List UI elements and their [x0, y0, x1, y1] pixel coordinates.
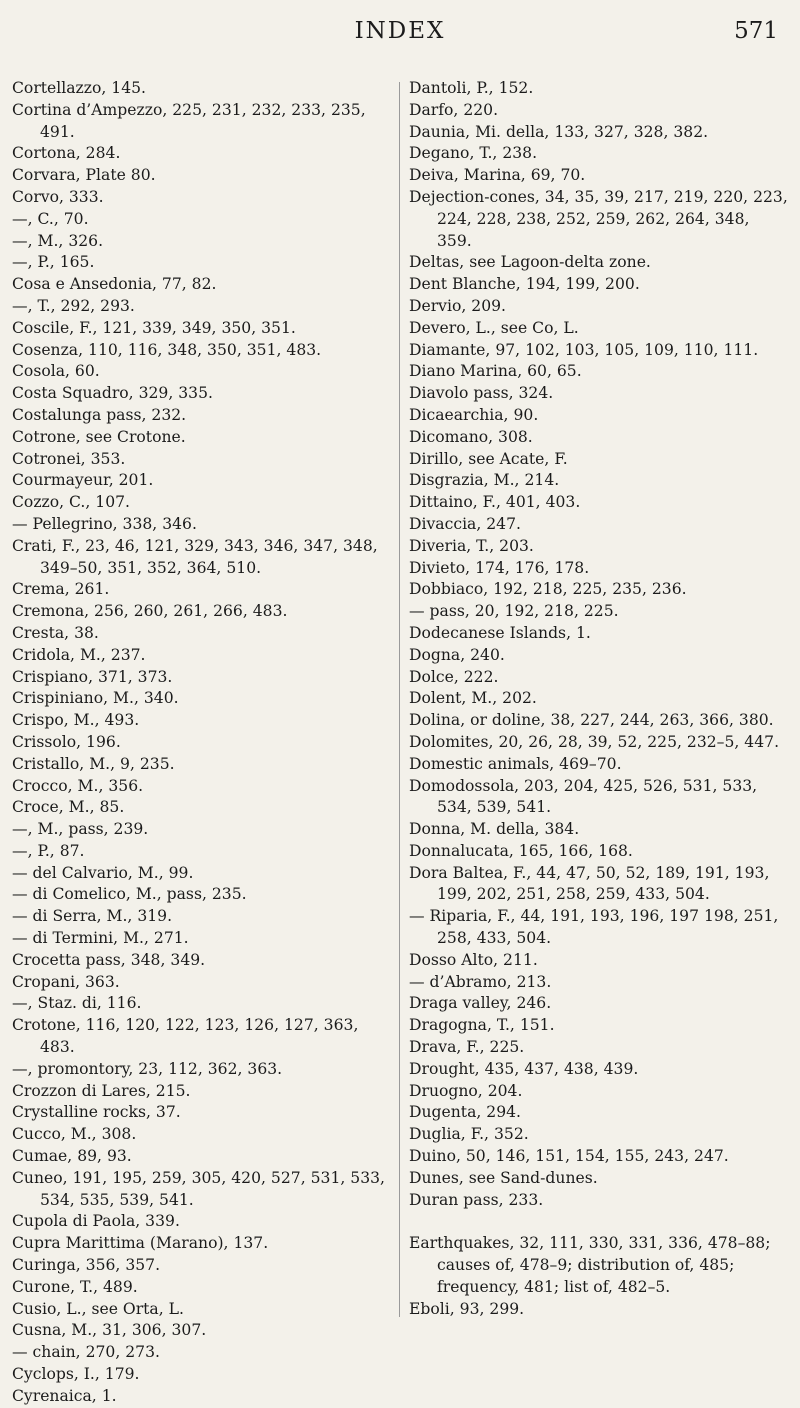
index-entry: Crozzon di Lares, 215.: [12, 1081, 191, 1100]
index-entry: Dragogna, T., 151.: [409, 1016, 555, 1035]
index-entry: —, M., pass, 239.: [12, 820, 149, 839]
index-entry: Cucco, M., 308.: [12, 1125, 137, 1144]
index-entry: Cusio, L., see Orta, L.: [12, 1299, 184, 1318]
column-divider: [399, 82, 400, 1317]
index-entry: Cresta, 38.: [12, 623, 99, 642]
index-entry: Druogno, 204.: [409, 1081, 523, 1100]
index-entry: Dora Baltea, F., 44, 47, 50, 52, 189, 191, 193, 199, 202, 251, 258, 259, 433, 504.: [409, 863, 770, 904]
entry-gap: [409, 1211, 789, 1233]
index-entry: Dejection-cones, 34, 35, 39, 217, 219, 220, 223, 224, 228, 238, 252, 259, 262, 264, 348, 359.: [409, 187, 788, 250]
index-entry: Crema, 261.: [12, 580, 110, 599]
index-entry: Cumae, 89, 93.: [12, 1147, 132, 1166]
index-entry: Draga valley, 246.: [409, 994, 552, 1013]
index-entry: Cortona, 284.: [12, 144, 121, 163]
page-title: INDEX: [354, 18, 446, 44]
index-entry: Cosola, 60.: [12, 362, 100, 381]
index-entry: — pass, 20, 192, 218, 225.: [409, 602, 619, 621]
index-entry: Corvo, 333.: [12, 187, 104, 206]
index-entry: Courmayeur, 201.: [12, 471, 154, 490]
index-entry: Disgrazia, M., 214.: [409, 471, 560, 490]
index-entry: Donna, M. della, 384.: [409, 820, 580, 839]
index-entry: —, T., 292, 293.: [12, 296, 135, 315]
index-entry: Dosso Alto, 211.: [409, 950, 538, 969]
index-entry: Costalunga pass, 232.: [12, 405, 187, 424]
index-entry: Crispo, M., 493.: [12, 711, 140, 730]
index-entry: Dolce, 222.: [409, 667, 499, 686]
index-entry: Cyclops, I., 179.: [12, 1365, 140, 1384]
index-entry: Divieto, 174, 176, 178.: [409, 558, 590, 577]
index-entry: — del Calvario, M., 99.: [12, 863, 194, 882]
index-entry: Dirillo, see Acate, F.: [409, 449, 568, 468]
index-entry: Dolina, or doline, 38, 227, 244, 263, 366, 380.: [409, 711, 774, 730]
index-entry: Cridola, M., 237.: [12, 645, 146, 664]
index-entry: Cupra Marittima (Marano), 137.: [12, 1234, 269, 1253]
index-entry: Eboli, 93, 299.: [409, 1299, 525, 1318]
index-entry: — d’Abramo, 213.: [409, 972, 552, 991]
index-entry: Curinga, 356, 357.: [12, 1256, 161, 1275]
index-entry: Crotone, 116, 120, 122, 123, 126, 127, 363, 483.: [12, 1016, 359, 1057]
index-entry: — di Comelico, M., pass, 235.: [12, 885, 247, 904]
index-entry: Croce, M., 85.: [12, 798, 125, 817]
index-entry: Duran pass, 233.: [409, 1190, 544, 1209]
index-entry: Cristallo, M., 9, 235.: [12, 754, 175, 773]
index-entry: Cropani, 363.: [12, 972, 120, 991]
index-entry: Diano Marina, 60, 65.: [409, 362, 582, 381]
index-entry: Diamante, 97, 102, 103, 105, 109, 110, 111.: [409, 340, 759, 359]
index-entry: Earthquakes, 32, 111, 330, 331, 336, 478–88; causes of, 478–9; distribution of, 485; frequency, 481; list of, 482–5.: [409, 1234, 771, 1297]
index-entry: Dicaearchia, 90.: [409, 405, 539, 424]
index-entry: Cosenza, 110, 116, 348, 350, 351, 483.: [12, 340, 322, 359]
index-entry: Cupola di Paola, 339.: [12, 1212, 180, 1231]
index-entry: Dicomano, 308.: [409, 427, 533, 446]
index-entry: Cortellazzo, 145.: [12, 79, 146, 97]
index-entry: Cuneo, 191, 195, 259, 305, 420, 527, 531, 533, 534, 535, 539, 541.: [12, 1168, 386, 1209]
page-header: [0, 18, 800, 58]
index-entry: —, C., 70.: [12, 209, 89, 228]
index-entry: — Riparia, F., 44, 191, 193, 196, 197 198, 251, 258, 433, 504.: [409, 907, 779, 948]
index-entry: Cusna, M., 31, 306, 307.: [12, 1321, 207, 1340]
index-entry: —, M., 326.: [12, 231, 104, 250]
index-entry: Deltas, see Lagoon-delta zone.: [409, 253, 651, 272]
index-entry: Cremona, 256, 260, 261, 266, 483.: [12, 602, 288, 621]
index-entry: Costa Squadro, 329, 335.: [12, 384, 213, 403]
index-entry: Dantoli, P., 152.: [409, 79, 534, 97]
index-entry: Cotrone, see Crotone.: [12, 427, 186, 446]
index-entry: — di Termini, M., 271.: [12, 929, 189, 948]
index-entry: Daunia, Mi. della, 133, 327, 328, 382.: [409, 122, 709, 141]
index-entry: Crocetta pass, 348, 349.: [12, 950, 206, 969]
index-entry: Domodossola, 203, 204, 425, 526, 531, 533, 534, 539, 541.: [409, 776, 758, 817]
index-entry: —, P., 87.: [12, 841, 85, 860]
index-entry: Degano, T., 238.: [409, 144, 538, 163]
index-entry: Dugenta, 294.: [409, 1103, 521, 1122]
index-entry: Crispiniano, M., 340.: [12, 689, 179, 708]
index-entry: Curone, T., 489.: [12, 1277, 138, 1296]
index-entry: Dittaino, F., 401, 403.: [409, 493, 581, 512]
index-entry: — di Serra, M., 319.: [12, 907, 173, 926]
index-entry: Crystalline rocks, 37.: [12, 1103, 181, 1122]
index-column-left: [12, 78, 390, 1408]
index-entry: —, promontory, 23, 112, 362, 363.: [12, 1059, 283, 1078]
index-entry: Drought, 435, 437, 438, 439.: [409, 1059, 639, 1078]
index-entry: Dobbiaco, 192, 218, 225, 235, 236.: [409, 580, 687, 599]
index-entry: —, Staz. di, 116.: [12, 994, 142, 1013]
index-entry: Dervio, 209.: [409, 296, 507, 315]
index-entry: Diavolo pass, 324.: [409, 384, 554, 403]
index-entry: Cotronei, 353.: [12, 449, 126, 468]
index-entry: Domestic animals, 469–70.: [409, 754, 622, 773]
index-entry: Diveria, T., 203.: [409, 536, 534, 555]
index-entry: — Pellegrino, 338, 346.: [12, 514, 197, 533]
index-entry: Cyrenaica, 1.: [12, 1386, 117, 1405]
index-entry: Coscile, F., 121, 339, 349, 350, 351.: [12, 318, 296, 337]
page-number: 571: [734, 18, 778, 44]
index-entry: Dunes, see Sand-dunes.: [409, 1168, 598, 1187]
index-entry: Cosa e Ansedonia, 77, 82.: [12, 275, 217, 294]
index-entry: Duglia, F., 352.: [409, 1125, 529, 1144]
index-entry: Deiva, Marina, 69, 70.: [409, 166, 586, 185]
index-entry: Dolent, M., 202.: [409, 689, 537, 708]
index-entry: Dolomites, 20, 26, 28, 39, 52, 225, 232–5, 447.: [409, 732, 780, 751]
index-entry: Cortina d’Ampezzo, 225, 231, 232, 233, 235, 491.: [12, 100, 366, 141]
index-entry: Duino, 50, 146, 151, 154, 155, 243, 247.: [409, 1147, 729, 1166]
index-entry: Donnalucata, 165, 166, 168.: [409, 841, 633, 860]
index-entry: Crati, F., 23, 46, 121, 329, 343, 346, 347, 348, 349–50, 351, 352, 364, 510.: [12, 536, 378, 577]
index-entry: Crissolo, 196.: [12, 732, 121, 751]
index-entry: —, P., 165.: [12, 253, 95, 272]
index-entry: Dodecanese Islands, 1.: [409, 623, 591, 642]
index-entry: Corvara, Plate 80.: [12, 166, 156, 185]
index-entry: Crispiano, 371, 373.: [12, 667, 173, 686]
index-entry: Divaccia, 247.: [409, 514, 521, 533]
index-entry: Dogna, 240.: [409, 645, 505, 664]
index-entry: Darfo, 220.: [409, 100, 499, 119]
index-column-right: [409, 78, 789, 1321]
index-entry: Dent Blanche, 194, 199, 200.: [409, 275, 640, 294]
index-entry: Drava, F., 225.: [409, 1038, 525, 1057]
index-entry: Cozzo, C., 107.: [12, 493, 131, 512]
index-entry: — chain, 270, 273.: [12, 1343, 160, 1362]
index-entry: Devero, L., see Co, L.: [409, 318, 579, 337]
index-entry: Crocco, M., 356.: [12, 776, 144, 795]
